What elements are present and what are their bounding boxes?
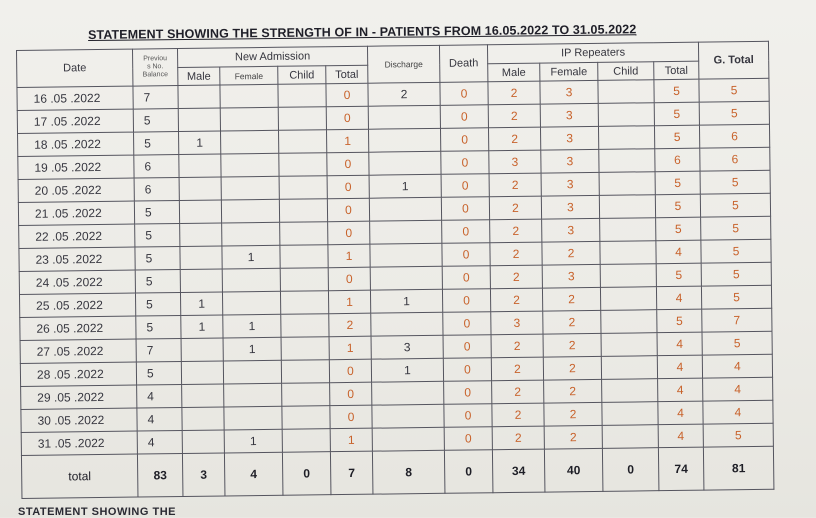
cell-ip-female: 3 (542, 218, 600, 242)
cell-death: 0 (442, 266, 490, 290)
cell-death: 0 (440, 128, 488, 152)
cell-na-male (181, 338, 223, 362)
cell-ip-female: 2 (543, 310, 601, 334)
cell-na-total: 0 (330, 382, 372, 406)
cell-death: 0 (441, 174, 489, 198)
cell-g-total: 6 (700, 147, 770, 171)
cell-na-total: 0 (326, 106, 368, 130)
cell-na-total: 0 (328, 221, 370, 245)
cell-ip-male: 3 (489, 150, 541, 174)
cell-g-total: 5 (699, 78, 769, 102)
cell-g-total: 4 (703, 377, 773, 401)
cell-ip-male: 3 (491, 311, 543, 335)
cell-na-child (281, 360, 329, 384)
cell-g-total: 5 (700, 193, 770, 217)
header-na-total: Total (326, 65, 368, 84)
cell-previous-balance: 5 (136, 362, 181, 386)
cell-na-child (279, 199, 327, 223)
cell-na-child (280, 245, 328, 269)
cell-date: 29 .05 .2022 (21, 385, 137, 409)
cell-na-female (224, 383, 282, 407)
cell-na-child (280, 291, 328, 315)
cell-ip-total: 4 (657, 332, 702, 356)
cell-discharge: 1 (371, 358, 443, 382)
cell-death: 0 (443, 335, 491, 359)
totals-na-child: 0 (282, 452, 331, 496)
cell-na-child (280, 222, 328, 246)
cell-na-female (221, 176, 279, 200)
cell-ip-child (601, 333, 657, 357)
cell-discharge: 3 (371, 335, 443, 359)
cell-ip-female: 2 (544, 379, 602, 403)
cell-na-female: 1 (224, 429, 282, 453)
cell-g-total: 5 (703, 423, 773, 447)
totals-ip-male: 34 (492, 449, 545, 493)
cell-na-male: 1 (179, 131, 221, 155)
cell-ip-female: 2 (542, 287, 600, 311)
cell-na-child (280, 268, 328, 292)
cell-discharge (370, 266, 442, 290)
totals-g-total: 81 (703, 446, 774, 490)
cell-previous-balance: 5 (134, 201, 179, 225)
cell-ip-female: 2 (543, 356, 601, 380)
cell-previous-balance: 6 (134, 178, 179, 202)
cell-previous-balance: 5 (135, 224, 180, 248)
cell-date: 31 .05 .2022 (21, 431, 137, 455)
cell-death: 0 (440, 105, 488, 129)
cell-na-child (279, 130, 327, 154)
cell-death: 0 (444, 427, 492, 451)
cell-discharge: 2 (368, 82, 440, 106)
header-na-male: Male (178, 67, 220, 86)
header-ip-total: Total (654, 61, 699, 80)
totals-row (21, 446, 773, 498)
cell-ip-female: 2 (544, 402, 602, 426)
cell-previous-balance: 5 (133, 109, 178, 133)
cell-discharge (370, 243, 442, 267)
cell-g-total: 5 (701, 239, 771, 263)
cell-ip-child (601, 310, 657, 334)
cell-ip-total: 4 (658, 424, 703, 448)
cell-na-female (222, 222, 280, 246)
cell-ip-child (601, 356, 657, 380)
cell-na-child (282, 406, 330, 430)
cell-ip-child (600, 241, 656, 265)
cell-death: 0 (444, 381, 492, 405)
cell-discharge (370, 220, 442, 244)
cell-date: 30 .05 .2022 (21, 408, 137, 432)
cell-death: 0 (443, 358, 491, 382)
cell-ip-female: 3 (540, 103, 598, 127)
cell-na-total: 1 (330, 428, 372, 452)
cell-ip-male: 2 (490, 219, 542, 243)
cell-previous-balance: 5 (135, 270, 180, 294)
cell-na-female (223, 360, 281, 384)
cell-na-male (182, 430, 224, 454)
cell-na-total: 0 (329, 359, 371, 383)
cell-na-child (278, 107, 326, 131)
cell-ip-male: 2 (490, 242, 542, 266)
cell-g-total: 4 (703, 400, 773, 424)
header-date: Date (17, 49, 133, 87)
cell-na-male (182, 384, 224, 408)
cell-ip-child (599, 195, 655, 219)
cell-g-total: 5 (701, 285, 771, 309)
cell-death: 0 (441, 151, 489, 175)
cell-previous-balance: 4 (137, 385, 182, 409)
cell-previous-balance: 7 (136, 339, 181, 363)
cell-na-male (182, 407, 224, 431)
cell-na-female: 1 (223, 337, 281, 361)
cell-discharge (372, 404, 444, 428)
cell-na-total: 1 (328, 244, 370, 268)
cell-ip-male: 2 (491, 334, 543, 358)
cell-na-total: 2 (329, 313, 371, 337)
cell-na-female (221, 130, 279, 154)
cell-ip-total: 5 (654, 125, 699, 149)
cell-ip-total: 4 (658, 378, 703, 402)
cell-discharge: 1 (369, 174, 441, 198)
cell-discharge (371, 312, 443, 336)
cell-g-total: 5 (701, 216, 771, 240)
totals-ip-total: 74 (658, 447, 704, 491)
cell-na-female (221, 199, 279, 223)
cell-na-male (180, 246, 222, 270)
cell-na-total: 0 (326, 83, 368, 107)
cell-na-total: 0 (327, 175, 369, 199)
cell-ip-female: 3 (541, 149, 599, 173)
cell-ip-child (602, 425, 658, 449)
cell-na-child (281, 337, 329, 361)
cell-na-female (220, 107, 278, 131)
cell-na-child (281, 314, 329, 338)
totals-label: total (21, 454, 138, 498)
header-ip-female: Female (540, 62, 598, 81)
cell-discharge (372, 427, 444, 451)
cell-ip-child (600, 264, 656, 288)
cell-na-male (178, 108, 220, 132)
cell-discharge (369, 151, 441, 175)
cell-na-male: 1 (180, 292, 222, 316)
cell-ip-female: 2 (542, 241, 600, 265)
cell-ip-male: 2 (488, 127, 540, 151)
cell-discharge (368, 105, 440, 129)
totals-death: 0 (444, 450, 493, 494)
cell-g-total: 5 (701, 262, 771, 286)
header-new-admission: New Admission (177, 46, 367, 67)
cell-ip-female: 3 (540, 126, 598, 150)
cell-ip-male: 2 (488, 81, 540, 105)
cell-death: 0 (444, 404, 492, 428)
cell-date: 26 .05 .2022 (20, 316, 136, 340)
header-na-female: Female (220, 66, 278, 85)
cell-na-child (282, 429, 330, 453)
header-ip-male: Male (488, 63, 540, 82)
cell-na-female (222, 268, 280, 292)
cell-ip-male: 2 (490, 265, 542, 289)
header-previous-balance: Previou s No. Balance (132, 49, 177, 87)
cell-ip-child (600, 218, 656, 242)
header-g-total: G. Total (698, 41, 768, 79)
cell-ip-female: 3 (540, 80, 598, 104)
cell-ip-total: 5 (656, 263, 701, 287)
totals-ip-child: 0 (602, 448, 659, 492)
cell-na-female (222, 291, 280, 315)
cell-previous-balance: 7 (133, 86, 178, 110)
cell-ip-male: 2 (489, 196, 541, 220)
cell-date: 24 .05 .2022 (19, 270, 135, 294)
cell-date: 23 .05 .2022 (19, 247, 135, 271)
cell-ip-total: 6 (655, 148, 700, 172)
cell-ip-child (598, 126, 654, 150)
cell-ip-female: 2 (543, 333, 601, 357)
cell-ip-male: 2 (492, 403, 544, 427)
cell-na-male (180, 269, 222, 293)
cell-ip-female: 3 (541, 195, 599, 219)
cell-na-child (279, 153, 327, 177)
cell-death: 0 (442, 243, 490, 267)
cell-previous-balance: 4 (137, 430, 182, 454)
cell-na-female: 1 (223, 314, 281, 338)
totals-ip-female: 40 (544, 448, 603, 492)
cell-death: 0 (443, 312, 491, 336)
cell-date: 20 .05 .2022 (18, 178, 134, 202)
cell-ip-total: 5 (655, 194, 700, 218)
cell-ip-female: 3 (542, 264, 600, 288)
cell-g-total: 5 (702, 331, 772, 355)
cell-date: 21 .05 .2022 (18, 201, 134, 225)
header-ip-child: Child (598, 62, 654, 81)
cell-g-total: 5 (700, 170, 770, 194)
cell-na-total: 0 (328, 267, 370, 291)
cell-discharge (368, 128, 440, 152)
header-discharge: Discharge (367, 45, 439, 83)
totals-discharge: 8 (372, 450, 445, 494)
cell-ip-child (598, 103, 654, 127)
cell-previous-balance: 6 (134, 155, 179, 179)
totals-na-total: 7 (330, 451, 373, 495)
totals-na-male: 3 (182, 453, 225, 497)
cell-g-total: 4 (702, 354, 772, 378)
cell-ip-child (602, 379, 658, 403)
cell-g-total: 6 (699, 124, 769, 148)
cell-na-female (220, 84, 278, 108)
cell-na-child (279, 176, 327, 200)
header-na-child: Child (278, 66, 326, 85)
cell-ip-total: 5 (656, 217, 701, 241)
cell-previous-balance: 5 (135, 293, 180, 317)
cell-ip-total: 4 (657, 355, 702, 379)
cell-previous-balance: 5 (135, 247, 180, 271)
cell-na-total: 0 (327, 152, 369, 176)
cell-date: 16 .05 .2022 (17, 86, 133, 110)
cell-na-total: 1 (329, 336, 371, 360)
cell-na-male (179, 200, 221, 224)
cell-date: 27 .05 .2022 (20, 339, 136, 363)
cell-ip-male: 2 (489, 173, 541, 197)
cell-ip-female: 2 (544, 425, 602, 449)
cell-date: 25 .05 .2022 (19, 293, 135, 317)
cell-g-total: 7 (702, 308, 772, 332)
cell-date: 28 .05 .2022 (20, 362, 136, 386)
cell-date: 18 .05 .2022 (18, 132, 134, 156)
cell-ip-total: 5 (654, 79, 699, 103)
cell-ip-total: 5 (657, 309, 702, 333)
cell-na-total: 0 (330, 405, 372, 429)
cell-ip-child (599, 172, 655, 196)
cell-discharge: 1 (370, 289, 442, 313)
cell-na-male (181, 361, 223, 385)
cell-g-total: 5 (699, 101, 769, 125)
cell-ip-total: 4 (656, 286, 701, 310)
cell-previous-balance: 5 (134, 132, 179, 156)
cell-previous-balance: 5 (136, 316, 181, 340)
cell-ip-total: 5 (654, 102, 699, 126)
cell-date: 19 .05 .2022 (18, 155, 134, 179)
cell-ip-child (599, 149, 655, 173)
document-title: STATEMENT SHOWING THE STRENGTH OF IN - PATIENTS FROM 16.05.2022 TO 31.05.2022 (88, 22, 637, 42)
cell-death: 0 (442, 220, 490, 244)
cell-discharge (369, 197, 441, 221)
cell-ip-total: 4 (656, 240, 701, 264)
cell-na-total: 0 (327, 198, 369, 222)
cell-na-child (278, 84, 326, 108)
cell-death: 0 (442, 289, 490, 313)
cell-date: 17 .05 .2022 (17, 109, 133, 133)
cell-na-female (221, 153, 279, 177)
header-death: Death (439, 45, 487, 83)
totals-prev: 83 (137, 453, 183, 497)
cell-na-female: 1 (222, 245, 280, 269)
cell-ip-child (600, 287, 656, 311)
cell-na-total: 1 (326, 129, 368, 153)
cell-previous-balance: 4 (137, 408, 182, 432)
cell-death: 0 (441, 197, 489, 221)
cell-na-male: 1 (181, 315, 223, 339)
cell-ip-male: 2 (491, 357, 543, 381)
cell-ip-female: 3 (541, 172, 599, 196)
cell-ip-child (602, 402, 658, 426)
cell-ip-male: 2 (490, 288, 542, 312)
cell-date: 22 .05 .2022 (19, 224, 135, 248)
cell-na-child (282, 383, 330, 407)
cell-ip-male: 2 (492, 426, 544, 450)
cell-ip-child (598, 80, 654, 104)
cell-na-male (179, 154, 221, 178)
inpatient-strength-table (16, 41, 774, 499)
next-statement-heading: STATEMENT SHOWING THE (18, 506, 176, 518)
cell-na-male (180, 223, 222, 247)
cell-discharge (372, 381, 444, 405)
cell-na-female (224, 406, 282, 430)
cell-ip-male: 2 (488, 104, 540, 128)
cell-ip-total: 5 (655, 171, 700, 195)
cell-death: 0 (440, 82, 488, 106)
cell-ip-male: 2 (492, 380, 544, 404)
cell-na-total: 1 (328, 290, 370, 314)
cell-na-male (179, 177, 221, 201)
totals-na-female: 4 (224, 452, 283, 496)
header-ip-repeaters: IP Repeaters (487, 42, 698, 64)
cell-ip-total: 4 (658, 401, 703, 425)
cell-na-male (178, 85, 220, 109)
